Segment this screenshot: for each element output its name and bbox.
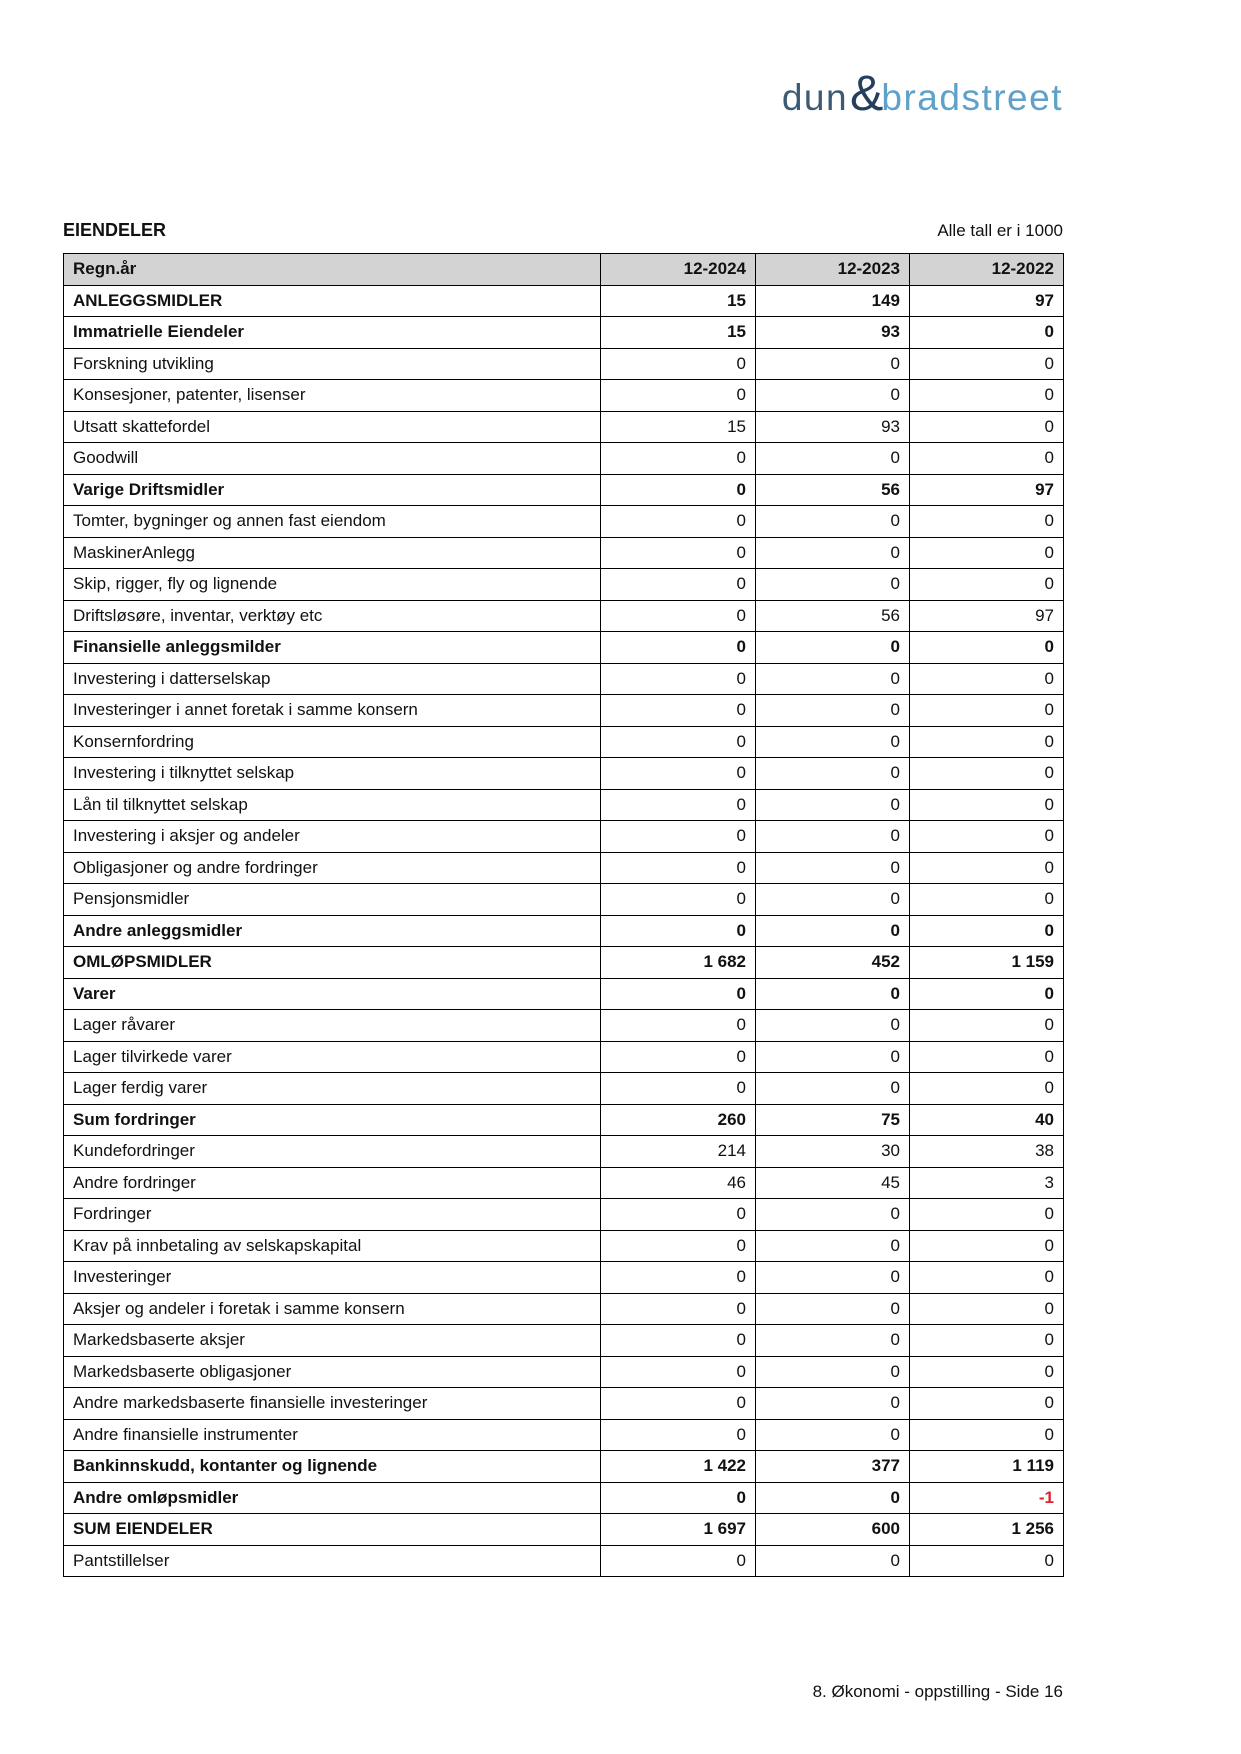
table-row bbox=[64, 1230, 1064, 1262]
value-cell: 0 bbox=[756, 1293, 910, 1325]
value-cell: 0 bbox=[601, 380, 756, 412]
value-cell: 45 bbox=[756, 1167, 910, 1199]
row-label: Investering i aksjer og andeler bbox=[64, 821, 601, 853]
value-cell: 0 bbox=[601, 1482, 756, 1514]
value-cell: 15 bbox=[601, 411, 756, 443]
value-cell: 0 bbox=[601, 1388, 756, 1420]
row-label: Andre markedsbaserte finansielle investeringer bbox=[64, 1388, 601, 1420]
value-cell: 0 bbox=[756, 1325, 910, 1357]
table-row bbox=[64, 1167, 1064, 1199]
table-row bbox=[64, 1325, 1064, 1357]
value-cell: 0 bbox=[601, 600, 756, 632]
value-cell: 214 bbox=[601, 1136, 756, 1168]
table-row bbox=[64, 380, 1064, 412]
table-row bbox=[64, 1073, 1064, 1105]
value-cell: 0 bbox=[756, 978, 910, 1010]
row-label: Obligasjoner og andre fordringer bbox=[64, 852, 601, 884]
value-cell: 38 bbox=[910, 1136, 1064, 1168]
row-label: Pantstillelser bbox=[64, 1545, 601, 1577]
value-cell: 0 bbox=[756, 663, 910, 695]
row-label: Tomter, bygninger og annen fast eiendom bbox=[64, 506, 601, 538]
dun-bradstreet-logo bbox=[781, 65, 1063, 121]
value-cell: 0 bbox=[910, 1262, 1064, 1294]
value-cell: 97 bbox=[910, 285, 1064, 317]
row-label: Forskning utvikling bbox=[64, 348, 601, 380]
row-label: Markedsbaserte obligasjoner bbox=[64, 1356, 601, 1388]
value-cell: 0 bbox=[910, 1010, 1064, 1042]
table-row bbox=[64, 632, 1064, 664]
value-cell: 0 bbox=[756, 915, 910, 947]
row-label: Sum fordringer bbox=[64, 1104, 601, 1136]
balance-sheet-table bbox=[63, 253, 1064, 1577]
value-cell: 0 bbox=[601, 348, 756, 380]
row-label: Andre omløpsmidler bbox=[64, 1482, 601, 1514]
value-cell: 0 bbox=[910, 411, 1064, 443]
header-cell-12-2023: 12-2023 bbox=[756, 254, 910, 286]
value-cell: 97 bbox=[910, 474, 1064, 506]
value-cell: 0 bbox=[756, 1262, 910, 1294]
table-row bbox=[64, 285, 1064, 317]
value-cell: 97 bbox=[910, 600, 1064, 632]
row-label: Konsesjoner, patenter, lisenser bbox=[64, 380, 601, 412]
value-cell: 0 bbox=[601, 474, 756, 506]
row-label: Aksjer og andeler i foretak i samme konsern bbox=[64, 1293, 601, 1325]
table-row bbox=[64, 915, 1064, 947]
value-cell: 1 422 bbox=[601, 1451, 756, 1483]
row-label: Markedsbaserte aksjer bbox=[64, 1325, 601, 1357]
table-row bbox=[64, 758, 1064, 790]
value-cell: 0 bbox=[756, 1388, 910, 1420]
value-cell: 0 bbox=[910, 758, 1064, 790]
row-label: Bankinnskudd, kontanter og lignende bbox=[64, 1451, 601, 1483]
value-cell: 0 bbox=[756, 821, 910, 853]
section-title: EIENDELER bbox=[63, 220, 167, 240]
value-cell: 0 bbox=[910, 443, 1064, 475]
value-cell: 0 bbox=[756, 569, 910, 601]
table-row bbox=[64, 1388, 1064, 1420]
value-cell: 0 bbox=[756, 1545, 910, 1577]
value-cell: 0 bbox=[601, 1325, 756, 1357]
value-cell: 0 bbox=[910, 663, 1064, 695]
value-cell: 1 256 bbox=[910, 1514, 1064, 1546]
value-cell: 75 bbox=[756, 1104, 910, 1136]
table-row bbox=[64, 569, 1064, 601]
value-cell: 0 bbox=[756, 1356, 910, 1388]
units-note: Alle tall er i 1000 bbox=[937, 221, 1063, 240]
row-label: Varer bbox=[64, 978, 601, 1010]
value-cell: 0 bbox=[910, 726, 1064, 758]
value-cell: 46 bbox=[601, 1167, 756, 1199]
value-cell: 0 bbox=[910, 380, 1064, 412]
row-label: Immatrielle Eiendeler bbox=[64, 317, 601, 349]
value-cell: 0 bbox=[601, 1262, 756, 1294]
value-cell: 0 bbox=[910, 1356, 1064, 1388]
value-cell: 0 bbox=[601, 852, 756, 884]
row-label: Kundefordringer bbox=[64, 1136, 601, 1168]
table-row bbox=[64, 1514, 1064, 1546]
value-cell: 0 bbox=[601, 915, 756, 947]
table-row bbox=[64, 1262, 1064, 1294]
value-cell: 0 bbox=[756, 758, 910, 790]
value-cell: 93 bbox=[756, 317, 910, 349]
table-header-row bbox=[64, 254, 1064, 286]
value-cell: 0 bbox=[601, 506, 756, 538]
table-row bbox=[64, 1136, 1064, 1168]
value-cell: 0 bbox=[756, 348, 910, 380]
row-label: Investering i datterselskap bbox=[64, 663, 601, 695]
value-cell: 0 bbox=[601, 537, 756, 569]
row-label: Krav på innbetaling av selskapskapital bbox=[64, 1230, 601, 1262]
row-label: Lager tilvirkede varer bbox=[64, 1041, 601, 1073]
value-cell: 56 bbox=[756, 474, 910, 506]
logo-text-dun: dun bbox=[781, 77, 849, 118]
value-cell: 0 bbox=[601, 1545, 756, 1577]
value-cell: 0 bbox=[910, 348, 1064, 380]
row-label: MaskinerAnlegg bbox=[64, 537, 601, 569]
value-cell: 0 bbox=[601, 1293, 756, 1325]
value-cell: 377 bbox=[756, 1451, 910, 1483]
table-row bbox=[64, 695, 1064, 727]
table-row bbox=[64, 1010, 1064, 1042]
value-cell: 3 bbox=[910, 1167, 1064, 1199]
value-cell: 0 bbox=[601, 1356, 756, 1388]
value-cell: 0 bbox=[601, 1041, 756, 1073]
value-cell: 0 bbox=[910, 852, 1064, 884]
row-label: Lager råvarer bbox=[64, 1010, 601, 1042]
value-cell: 0 bbox=[756, 789, 910, 821]
value-cell: 0 bbox=[910, 1545, 1064, 1577]
value-cell: -1 bbox=[910, 1482, 1064, 1514]
value-cell: 0 bbox=[601, 695, 756, 727]
value-cell: 0 bbox=[601, 569, 756, 601]
value-cell: 0 bbox=[910, 1230, 1064, 1262]
row-label: Driftsløsøre, inventar, verktøy etc bbox=[64, 600, 601, 632]
value-cell: 0 bbox=[756, 726, 910, 758]
value-cell: 0 bbox=[601, 632, 756, 664]
header-cell-12-2024: 12-2024 bbox=[601, 254, 756, 286]
row-label: Andre finansielle instrumenter bbox=[64, 1419, 601, 1451]
table-row bbox=[64, 978, 1064, 1010]
table-row bbox=[64, 663, 1064, 695]
value-cell: 56 bbox=[756, 600, 910, 632]
value-cell: 0 bbox=[756, 537, 910, 569]
row-label: Pensjonsmidler bbox=[64, 884, 601, 916]
value-cell: 15 bbox=[601, 285, 756, 317]
value-cell: 0 bbox=[756, 852, 910, 884]
value-cell: 0 bbox=[910, 821, 1064, 853]
value-cell: 0 bbox=[756, 506, 910, 538]
row-label: Fordringer bbox=[64, 1199, 601, 1231]
value-cell: 15 bbox=[601, 317, 756, 349]
row-label: Andre anleggsmidler bbox=[64, 915, 601, 947]
value-cell: 0 bbox=[756, 1419, 910, 1451]
row-label: Finansielle anleggsmilder bbox=[64, 632, 601, 664]
table-body bbox=[64, 285, 1064, 1577]
value-cell: 0 bbox=[756, 1230, 910, 1262]
value-cell: 0 bbox=[910, 1199, 1064, 1231]
table-row bbox=[64, 1293, 1064, 1325]
value-cell: 0 bbox=[910, 1325, 1064, 1357]
value-cell: 0 bbox=[756, 1199, 910, 1231]
value-cell: 0 bbox=[910, 884, 1064, 916]
header-cell-regnaar: Regn.år bbox=[64, 254, 601, 286]
value-cell: 0 bbox=[601, 758, 756, 790]
value-cell: 0 bbox=[910, 1293, 1064, 1325]
table-row bbox=[64, 947, 1064, 979]
value-cell: 0 bbox=[601, 1199, 756, 1231]
value-cell: 0 bbox=[601, 821, 756, 853]
value-cell: 93 bbox=[756, 411, 910, 443]
table-row bbox=[64, 443, 1064, 475]
value-cell: 30 bbox=[756, 1136, 910, 1168]
table-row bbox=[64, 411, 1064, 443]
value-cell: 0 bbox=[910, 317, 1064, 349]
value-cell: 0 bbox=[910, 632, 1064, 664]
value-cell: 149 bbox=[756, 285, 910, 317]
value-cell: 0 bbox=[910, 569, 1064, 601]
row-label: OMLØPSMIDLER bbox=[64, 947, 601, 979]
table-row bbox=[64, 852, 1064, 884]
logo-text-bradstreet: bradstreet bbox=[881, 77, 1063, 118]
value-cell: 0 bbox=[756, 1482, 910, 1514]
value-cell: 0 bbox=[756, 1041, 910, 1073]
value-cell: 0 bbox=[601, 1230, 756, 1262]
table-row bbox=[64, 726, 1064, 758]
row-label: Investering i tilknyttet selskap bbox=[64, 758, 601, 790]
value-cell: 1 697 bbox=[601, 1514, 756, 1546]
table-row bbox=[64, 348, 1064, 380]
table-row bbox=[64, 1104, 1064, 1136]
row-label: Goodwill bbox=[64, 443, 601, 475]
value-cell: 260 bbox=[601, 1104, 756, 1136]
table-row bbox=[64, 1451, 1064, 1483]
row-label: Andre fordringer bbox=[64, 1167, 601, 1199]
table-row bbox=[64, 317, 1064, 349]
value-cell: 1 682 bbox=[601, 947, 756, 979]
value-cell: 0 bbox=[910, 695, 1064, 727]
value-cell: 0 bbox=[910, 537, 1064, 569]
table-row bbox=[64, 600, 1064, 632]
value-cell: 0 bbox=[601, 884, 756, 916]
table-row bbox=[64, 789, 1064, 821]
value-cell: 0 bbox=[756, 443, 910, 475]
table-row bbox=[64, 821, 1064, 853]
logo-ampersand-icon: & bbox=[850, 65, 884, 121]
row-label: SUM EIENDELER bbox=[64, 1514, 601, 1546]
row-label: Investeringer i annet foretak i samme konsern bbox=[64, 695, 601, 727]
header-cell-12-2022: 12-2022 bbox=[910, 254, 1064, 286]
row-label: Investeringer bbox=[64, 1262, 601, 1294]
value-cell: 0 bbox=[756, 695, 910, 727]
row-label: Skip, rigger, fly og lignende bbox=[64, 569, 601, 601]
value-cell: 0 bbox=[910, 1419, 1064, 1451]
table-row bbox=[64, 1419, 1064, 1451]
row-label: ANLEGGSMIDLER bbox=[64, 285, 601, 317]
value-cell: 0 bbox=[601, 978, 756, 1010]
page-footer: 8. Økonomi - oppstilling - Side 16 bbox=[812, 1682, 1063, 1701]
value-cell: 40 bbox=[910, 1104, 1064, 1136]
row-label: Lån til tilknyttet selskap bbox=[64, 789, 601, 821]
table-row bbox=[64, 474, 1064, 506]
table-row bbox=[64, 884, 1064, 916]
table-row bbox=[64, 1356, 1064, 1388]
value-cell: 0 bbox=[910, 789, 1064, 821]
value-cell: 0 bbox=[601, 1419, 756, 1451]
value-cell: 0 bbox=[756, 632, 910, 664]
value-cell: 0 bbox=[910, 506, 1064, 538]
value-cell: 0 bbox=[601, 1010, 756, 1042]
table-row bbox=[64, 1199, 1064, 1231]
row-label: Varige Driftsmidler bbox=[64, 474, 601, 506]
table-row bbox=[64, 1482, 1064, 1514]
value-cell: 0 bbox=[910, 1073, 1064, 1105]
value-cell: 0 bbox=[756, 1073, 910, 1105]
value-cell: 0 bbox=[756, 1010, 910, 1042]
row-label: Lager ferdig varer bbox=[64, 1073, 601, 1105]
value-cell: 0 bbox=[910, 915, 1064, 947]
value-cell: 0 bbox=[756, 884, 910, 916]
value-cell: 0 bbox=[756, 380, 910, 412]
value-cell: 0 bbox=[910, 1388, 1064, 1420]
value-cell: 600 bbox=[756, 1514, 910, 1546]
value-cell: 0 bbox=[910, 978, 1064, 1010]
value-cell: 0 bbox=[601, 726, 756, 758]
value-cell: 0 bbox=[910, 1041, 1064, 1073]
table-row bbox=[64, 1041, 1064, 1073]
value-cell: 1 119 bbox=[910, 1451, 1064, 1483]
table-row bbox=[64, 537, 1064, 569]
table-row bbox=[64, 1545, 1064, 1577]
value-cell: 452 bbox=[756, 947, 910, 979]
row-label: Utsatt skattefordel bbox=[64, 411, 601, 443]
value-cell: 0 bbox=[601, 443, 756, 475]
table-row bbox=[64, 506, 1064, 538]
value-cell: 0 bbox=[601, 663, 756, 695]
title-row bbox=[63, 220, 1063, 241]
value-cell: 0 bbox=[601, 789, 756, 821]
row-label: Konsernfordring bbox=[64, 726, 601, 758]
value-cell: 0 bbox=[601, 1073, 756, 1105]
value-cell: 1 159 bbox=[910, 947, 1064, 979]
